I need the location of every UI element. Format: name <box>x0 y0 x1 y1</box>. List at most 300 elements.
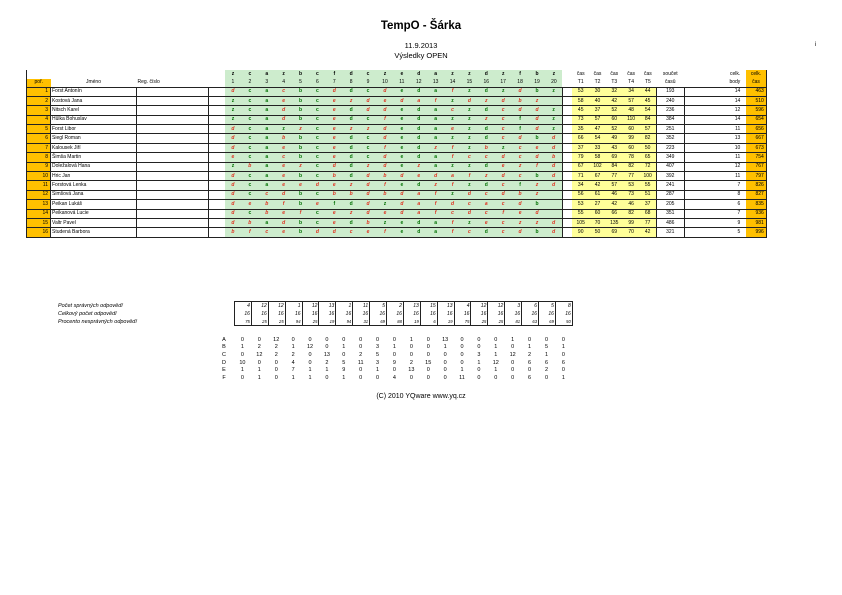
stat-correct-cell: 4 <box>235 302 252 310</box>
distribution-count: 11 <box>459 374 465 381</box>
answer-cell: e <box>393 228 410 237</box>
answer-cell: c <box>309 218 326 227</box>
stat-correct-cell: 1 <box>285 302 302 310</box>
total-time: 510 <box>746 96 766 105</box>
answer-cell: z <box>225 106 242 115</box>
distribution-count: 0 <box>359 374 363 381</box>
stat-percent-cell: 88 <box>387 318 404 326</box>
result-row <box>27 209 767 218</box>
competitor-name: Valtr Pavel <box>51 218 137 227</box>
competitor-name: Forstová Lenka <box>51 181 137 190</box>
place-header: poř. <box>27 79 51 88</box>
answer-cell: d <box>393 200 410 209</box>
answer-cell: c <box>512 153 529 162</box>
answer-cell: c <box>444 209 461 218</box>
distribution-count: 0 <box>443 351 447 358</box>
stat-total-cell: 16 <box>251 310 268 318</box>
time-value: 42 <box>606 200 623 209</box>
stats-labels <box>58 302 137 326</box>
answer-cell: d <box>529 153 546 162</box>
reg-number <box>137 153 209 162</box>
time-value: 37 <box>640 200 657 209</box>
answer-cell: a <box>258 106 275 115</box>
key-answer: z <box>545 70 562 79</box>
answer-cell: d <box>529 115 546 124</box>
answer-cell: z <box>292 125 309 134</box>
results-table <box>26 70 767 238</box>
distribution-count: 1 <box>376 367 380 374</box>
answer-cell: a <box>258 134 275 143</box>
distribution-count: 0 <box>460 336 464 343</box>
time-value: 70 <box>623 228 640 237</box>
answer-cell: d <box>545 218 562 227</box>
answer-cell: d <box>360 181 377 190</box>
time-value: 34 <box>572 181 589 190</box>
answer-cell: d <box>343 162 360 171</box>
distribution-letter: B <box>222 344 226 351</box>
distribution-count: 11 <box>357 359 364 366</box>
answer-cell: d <box>545 162 562 171</box>
competitor-name: Siegl Roman <box>51 134 137 143</box>
answer-cell: d <box>495 96 512 105</box>
distribution-letter: D <box>222 359 226 366</box>
points-total: 11 <box>722 172 742 181</box>
answer-cell: f <box>427 190 444 199</box>
answer-cell: b <box>258 200 275 209</box>
answer-cell: a <box>258 172 275 181</box>
answer-cell: z <box>529 181 546 190</box>
key-answer: e <box>393 70 410 79</box>
results-subtitle: Výsledky OPEN <box>394 51 448 60</box>
answer-cell: z <box>427 143 444 152</box>
answer-cell: z <box>444 134 461 143</box>
answer-cell: e <box>326 209 343 218</box>
answer-cell: a <box>410 190 427 199</box>
question-number: 13 <box>427 79 444 88</box>
distribution-count: 2 <box>274 344 278 351</box>
distribution-count: 0 <box>240 374 244 381</box>
answer-cell: e <box>360 228 377 237</box>
distribution-count: 0 <box>342 336 346 343</box>
time-value: 58 <box>572 96 589 105</box>
reg-number <box>137 115 209 124</box>
points-total: 7 <box>722 181 742 190</box>
stat-percent-cell: 50 <box>555 318 572 326</box>
answer-cell: b <box>292 200 309 209</box>
time-sum: 349 <box>656 153 684 162</box>
answer-cell: f <box>444 181 461 190</box>
key-answer: a <box>258 70 275 79</box>
answer-cell: d <box>478 162 495 171</box>
time-sum: 236 <box>656 106 684 115</box>
answer-cell: c <box>495 134 512 143</box>
answer-cell: b <box>326 172 343 181</box>
time-sum: 205 <box>656 200 684 209</box>
distribution-count: 15 <box>425 359 432 366</box>
answer-cell: e <box>393 115 410 124</box>
distribution-count: 1 <box>494 351 498 358</box>
answer-cell: d <box>393 96 410 105</box>
stat-percent-cell: 25 <box>471 318 488 326</box>
answer-cell: z <box>545 115 562 124</box>
time-value: 102 <box>589 162 606 171</box>
distribution-count: 0 <box>426 367 430 374</box>
distribution-count: 1 <box>308 374 312 381</box>
time-header-bottom: T2 <box>589 79 606 88</box>
answer-cell: d <box>343 200 360 209</box>
distribution-count: 1 <box>342 344 346 351</box>
stat-total-cell: 16 <box>370 310 387 318</box>
answer-cell: f <box>241 228 258 237</box>
stat-percent-cell: 6 <box>420 318 437 326</box>
answer-cell: z <box>225 96 242 105</box>
answer-cell: e <box>275 172 292 181</box>
time-value: 49 <box>606 134 623 143</box>
answer-cell: c <box>241 87 258 96</box>
time-value: 90 <box>572 228 589 237</box>
distribution-count: 13 <box>408 367 415 374</box>
distribution-count: 0 <box>376 374 380 381</box>
answer-cell: a <box>258 96 275 105</box>
distribution-count: 12 <box>256 351 263 358</box>
answer-cell: a <box>427 162 444 171</box>
answer-cell: d <box>410 143 427 152</box>
time-value: 77 <box>640 218 657 227</box>
time-value: 67 <box>589 172 606 181</box>
answer-cell: d <box>512 228 529 237</box>
answer-cell: d <box>360 106 377 115</box>
time-value: 84 <box>640 115 657 124</box>
answer-cell: d <box>225 134 242 143</box>
reg-number <box>137 106 209 115</box>
distribution-count: 1 <box>528 344 532 351</box>
key-answer: z <box>377 70 394 79</box>
competitor-name: Kalousek Jiří <box>51 143 137 152</box>
distribution-count: 1 <box>409 336 413 343</box>
answer-cell: a <box>427 115 444 124</box>
result-row <box>27 87 767 96</box>
distribution-letter: F <box>222 374 226 381</box>
answer-cell: d <box>377 106 394 115</box>
time-value: 45 <box>640 96 657 105</box>
place: 14 <box>27 209 51 218</box>
distribution-count: 0 <box>376 336 380 343</box>
answer-cell: e <box>393 125 410 134</box>
time-value: 82 <box>623 209 640 218</box>
answer-cell: b <box>241 162 258 171</box>
answer-cell: f <box>444 228 461 237</box>
distribution-count: 1 <box>240 367 244 374</box>
distribution-count: 0 <box>443 374 447 381</box>
answer-cell: e <box>225 153 242 162</box>
points-total: 14 <box>722 87 742 96</box>
distribution-count: 12 <box>509 351 516 358</box>
answer-cell: d <box>545 134 562 143</box>
answer-cell: d <box>377 162 394 171</box>
answer-cell: e <box>393 162 410 171</box>
answer-cell: a <box>258 87 275 96</box>
answer-cell: d <box>478 228 495 237</box>
answer-cell: d <box>410 87 427 96</box>
key-answer: f <box>326 70 343 79</box>
answer-cell: d <box>225 125 242 134</box>
sum-header-bottom: časů <box>656 79 684 88</box>
answer-cell: f <box>512 181 529 190</box>
distribution-count: 0 <box>494 374 498 381</box>
stat-percent-cell: 94 <box>285 318 302 326</box>
time-header-bottom: T1 <box>572 79 589 88</box>
distribution-count: 0 <box>460 344 464 351</box>
answer-cell: d <box>444 200 461 209</box>
answer-cell: d <box>343 106 360 115</box>
answer-cell: c <box>309 172 326 181</box>
place: 12 <box>27 190 51 199</box>
points-total: 14 <box>722 96 742 105</box>
reg-number <box>137 218 209 227</box>
time-sum: 392 <box>656 172 684 181</box>
result-row <box>27 228 767 237</box>
total-time: 826 <box>746 181 766 190</box>
answer-cell: f <box>444 153 461 162</box>
answer-cell: f <box>377 115 394 124</box>
stat-correct-cell: 12 <box>268 302 285 310</box>
answer-cell: b <box>292 190 309 199</box>
stat-label-percent: Procento nesprávných odpovědí <box>58 319 137 325</box>
answer-cell: d <box>410 153 427 162</box>
points-total: 14 <box>722 115 742 124</box>
distribution-count: 2 <box>325 359 329 366</box>
reg-number <box>137 172 209 181</box>
question-number: 2 <box>241 79 258 88</box>
key-answer: z <box>461 70 478 79</box>
time-value: 55 <box>572 209 589 218</box>
distribution-count: 0 <box>409 351 413 358</box>
stat-percent-cell: 75 <box>235 318 252 326</box>
answer-cell: e <box>326 96 343 105</box>
stat-correct-cell: 1 <box>336 302 353 310</box>
time-sum: 240 <box>656 96 684 105</box>
answer-cell: a <box>427 134 444 143</box>
time-value: 52 <box>606 125 623 134</box>
time-value: 60 <box>589 209 606 218</box>
reg-number <box>137 181 209 190</box>
competitor-name: Šimšová Jana <box>51 190 137 199</box>
answer-cell: d <box>343 153 360 162</box>
reg-number <box>137 162 209 171</box>
points-total: 12 <box>722 162 742 171</box>
answer-cell: z <box>410 162 427 171</box>
time-value: 71 <box>572 172 589 181</box>
answer-cell: d <box>410 134 427 143</box>
answer-cell: a <box>427 153 444 162</box>
distribution-count: 1 <box>325 367 329 374</box>
competitor-name: Šimša Martin <box>51 153 137 162</box>
time-value: 37 <box>589 106 606 115</box>
answer-cell: c <box>495 106 512 115</box>
distribution-count: 1 <box>544 351 548 358</box>
reg-number <box>137 200 209 209</box>
answer-cell: d <box>225 190 242 199</box>
answer-cell: z <box>461 134 478 143</box>
distribution-count: 9 <box>342 367 346 374</box>
distribution-count: 0 <box>308 359 312 366</box>
stat-correct-cell: 11 <box>353 302 370 310</box>
place: 8 <box>27 153 51 162</box>
answer-cell: c <box>309 209 326 218</box>
result-row <box>27 143 767 152</box>
time-value: 54 <box>640 106 657 115</box>
competitor-name: Forst Libor <box>51 125 137 134</box>
place: 16 <box>27 228 51 237</box>
answer-cell: e <box>393 218 410 227</box>
time-value: 100 <box>640 172 657 181</box>
points-total: 6 <box>722 200 742 209</box>
sum-header-top: součet <box>662 70 678 77</box>
answer-cell: c <box>309 96 326 105</box>
answer-cell: c <box>241 172 258 181</box>
time-sum: 321 <box>656 228 684 237</box>
time-value: 61 <box>589 190 606 199</box>
answer-cell: d <box>478 181 495 190</box>
answer-cell: d <box>343 87 360 96</box>
time-header-top: čas <box>610 70 619 77</box>
points-total: 9 <box>722 218 742 227</box>
answer-cell: e <box>410 172 427 181</box>
answer-cell: c <box>444 106 461 115</box>
time-sum: 241 <box>656 181 684 190</box>
question-number: 15 <box>461 79 478 88</box>
time-value: 72 <box>640 162 657 171</box>
total-time: 996 <box>746 228 766 237</box>
place: 2 <box>27 96 51 105</box>
stat-correct-cell: 12 <box>251 302 268 310</box>
distribution-count: 0 <box>494 336 498 343</box>
distribution-count: 9 <box>392 359 396 366</box>
distribution-count: 0 <box>443 367 447 374</box>
answer-cell <box>545 96 562 105</box>
answer-cell: e <box>275 162 292 171</box>
stat-correct-cell: 8 <box>555 302 572 310</box>
total-time: 667 <box>746 134 766 143</box>
competitor-name: Kostová Jana <box>51 96 137 105</box>
time-value: 73 <box>572 115 589 124</box>
distribution-count: 0 <box>392 336 396 343</box>
distribution-count: 0 <box>342 351 346 358</box>
answer-cell: d <box>326 87 343 96</box>
answer-cell: c <box>309 190 326 199</box>
time-header-top: čas <box>593 70 602 77</box>
stat-correct-cell: 13 <box>437 302 454 310</box>
points-total: 5 <box>722 228 742 237</box>
answer-cell: b <box>292 115 309 124</box>
distribution-count: 2 <box>291 351 295 358</box>
stat-total-cell: 16 <box>420 310 437 318</box>
answer-cell: b <box>292 172 309 181</box>
distribution-count: 1 <box>443 344 447 351</box>
place: 4 <box>27 115 51 124</box>
answer-cell: d <box>360 190 377 199</box>
place: 7 <box>27 143 51 152</box>
distribution-count: 4 <box>291 359 295 366</box>
answer-cell: d <box>478 134 495 143</box>
answer-cell: c <box>241 125 258 134</box>
answer-cell: a <box>258 153 275 162</box>
answer-cell: z <box>225 115 242 124</box>
time-value: 57 <box>623 96 640 105</box>
time-value: 110 <box>623 115 640 124</box>
total-time: 463 <box>746 87 766 96</box>
answer-cell: d <box>343 172 360 181</box>
distribution-count: 3 <box>477 351 481 358</box>
time-sum: 486 <box>656 218 684 227</box>
answer-cell: d <box>225 200 242 209</box>
answer-cell: z <box>461 181 478 190</box>
distribution-count: 0 <box>544 374 548 381</box>
distribution-count: 2 <box>544 367 548 374</box>
answer-cell: a <box>427 125 444 134</box>
answer-cell: d <box>512 200 529 209</box>
answer-cell: z <box>343 209 360 218</box>
answer-cell: d <box>343 218 360 227</box>
distribution-count: 12 <box>306 344 314 351</box>
answer-cell: d <box>225 87 242 96</box>
answer-cell: c <box>495 125 512 134</box>
stat-percent-cell: 19 <box>437 318 454 326</box>
distribution-count: 0 <box>274 374 278 381</box>
answer-cell: z <box>292 162 309 171</box>
answer-cell: d <box>529 125 546 134</box>
answer-cell: c <box>495 218 512 227</box>
answer-cell: b <box>292 218 309 227</box>
answer-cell: c <box>309 125 326 134</box>
time-value: 57 <box>606 181 623 190</box>
distribution-count: 6 <box>561 359 565 366</box>
answer-cell: b <box>275 134 292 143</box>
answer-cell: b <box>292 143 309 152</box>
answer-cell: c <box>309 162 326 171</box>
question-number: 18 <box>512 79 529 88</box>
distribution-count: 1 <box>561 344 565 351</box>
distribution-count: 0 <box>477 336 481 343</box>
distribution-count: 1 <box>392 344 396 351</box>
answer-cell: b <box>292 87 309 96</box>
question-number: 8 <box>343 79 360 88</box>
answer-cell: b <box>225 228 242 237</box>
answer-cell: d <box>512 87 529 96</box>
time-value: 33 <box>589 143 606 152</box>
answer-cell: d <box>495 153 512 162</box>
time-value: 82 <box>623 162 640 171</box>
answer-cell: d <box>225 218 242 227</box>
answer-cell: e <box>377 96 394 105</box>
distribution-count: 0 <box>477 367 481 374</box>
distribution-count: 5 <box>376 351 380 358</box>
result-row <box>27 218 767 227</box>
answer-cell: f <box>512 125 529 134</box>
answer-cell: c <box>241 96 258 105</box>
stat-percent-cell: 19 <box>403 318 420 326</box>
answer-cell: d <box>225 143 242 152</box>
answer-cell: c <box>495 228 512 237</box>
distribution-count: 0 <box>359 336 363 343</box>
competitor-name: Peikan Lukáš <box>51 200 137 209</box>
answer-cell: z <box>343 125 360 134</box>
points-total: 10 <box>722 143 742 152</box>
question-number: 7 <box>326 79 343 88</box>
answer-cell: e <box>275 181 292 190</box>
points-total: 11 <box>722 125 742 134</box>
result-row <box>27 96 767 105</box>
